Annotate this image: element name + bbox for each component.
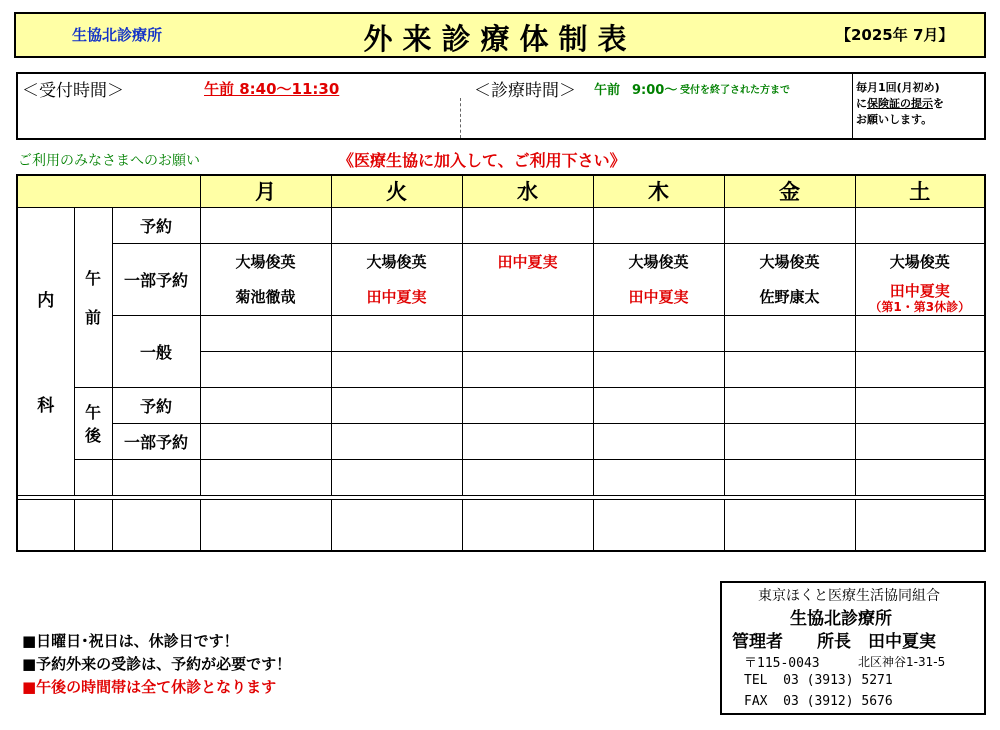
note-afternoon-closed: ■午後の時間帯は全て休診となります (22, 678, 277, 696)
department-label: 内 (37, 291, 55, 311)
schedule-cell (593, 387, 724, 423)
schedule-cell (331, 207, 462, 243)
row-label: 一部予約 (112, 423, 200, 459)
notice-line: お願いします。 (856, 113, 933, 126)
doctor-cell: 田中夏実 (593, 279, 724, 315)
schedule-cell (855, 351, 985, 387)
table-row (17, 315, 985, 351)
department-label: 科 (37, 396, 55, 416)
consultation-am-label: 午前 (594, 83, 621, 98)
schedule-cell (112, 459, 200, 495)
doctor-name: 田中夏実 (889, 281, 950, 300)
schedule-cell (200, 423, 331, 459)
request-heading: ご利用のみなさまへのお願い (18, 153, 200, 169)
doctor-cell (855, 279, 985, 315)
doctor-cell: 大場俊英 (855, 243, 985, 279)
doctor-cell: 大場俊英 (593, 243, 724, 279)
reception-hours-label: ＜受付時間＞ (22, 81, 124, 101)
am-label: 午 (84, 269, 101, 288)
schedule-cell (462, 315, 593, 351)
schedule-cell (855, 207, 985, 243)
schedule-cell (331, 459, 462, 495)
schedule-cell (200, 207, 331, 243)
schedule-cell (855, 315, 985, 351)
table-row (17, 243, 985, 279)
schedule-cell (724, 459, 855, 495)
schedule-cell (855, 423, 985, 459)
schedule-cell (331, 423, 462, 459)
schedule-cell (724, 499, 855, 551)
am-session-cell (74, 207, 112, 387)
doctor-cell: 菊池徹哉 (200, 279, 331, 315)
note-reservation: ■予約外来の受診は、予約が必要です！ (22, 655, 292, 673)
corner-cell (17, 175, 200, 207)
doctor-cell: 大場俊英 (331, 243, 462, 279)
row-label: 予約 (112, 207, 200, 243)
table-row (17, 423, 985, 459)
row-label: 予約 (112, 387, 200, 423)
schedule-cell (17, 499, 74, 551)
schedule-cell (593, 351, 724, 387)
schedule-cell (724, 351, 855, 387)
table-row (17, 207, 985, 243)
day-header: 月 (200, 175, 331, 207)
schedule-cell (200, 499, 331, 551)
page-title: 外来診療体制表 (363, 22, 637, 56)
schedule-table (16, 174, 986, 552)
membership-request: 《医療生協に加入して、ご利用下さい》 (338, 151, 626, 170)
info-divider (852, 74, 853, 138)
period-label: 【2025年 7月】 (836, 26, 954, 44)
schedule-cell (593, 207, 724, 243)
schedule-cell (462, 499, 593, 551)
day-header: 金 (724, 175, 855, 207)
doctor-cell: 大場俊英 (200, 243, 331, 279)
schedule-cell (724, 387, 855, 423)
notice-line (856, 96, 984, 112)
pm-session-cell (74, 387, 112, 459)
department-cell (17, 207, 74, 495)
schedule-cell (724, 315, 855, 351)
schedule-cell (331, 499, 462, 551)
saturday-closure-note: （第1・第3休診） (869, 299, 971, 314)
day-header: 火 (331, 175, 462, 207)
schedule-cell (462, 459, 593, 495)
postal-code: 〒115-0043 (744, 656, 820, 671)
schedule-cell (593, 423, 724, 459)
schedule-cell (331, 351, 462, 387)
row-label: 一部予約 (112, 243, 200, 315)
consultation-hours-value: 9:00～ (632, 83, 678, 98)
schedule-cell (724, 207, 855, 243)
schedule-cell (200, 315, 331, 351)
schedule-cell (462, 207, 593, 243)
street-address: 北区神谷1-31-5 (858, 655, 946, 669)
note-sunday-holiday: ■日曜日･祝日は、休診日です！ (22, 632, 239, 650)
clinic-name-footer: 生協北診療所 (790, 609, 892, 629)
schedule-cell (331, 387, 462, 423)
schedule-cell (74, 459, 112, 495)
manager-line: 管理者 所長 田中夏実 (732, 632, 936, 652)
doctor-cell (462, 279, 593, 315)
cooperative-name: 東京ほくと医療生活協同組合 (758, 588, 940, 604)
schedule-cell (74, 499, 112, 551)
schedule-cell (724, 423, 855, 459)
consultation-hours-note: 受付を終了された方まで (680, 85, 790, 96)
am-label: 前 (84, 308, 101, 327)
notice-text: を (933, 97, 944, 110)
schedule-cell (462, 423, 593, 459)
row-label: 一般 (112, 315, 200, 387)
notice-text: に (856, 97, 867, 110)
doctor-cell: 田中夏実 (331, 279, 462, 315)
day-header: 土 (855, 175, 985, 207)
pm-label: 後 (84, 426, 101, 445)
schedule-cell (112, 499, 200, 551)
schedule-cell (855, 499, 985, 551)
schedule-cell (855, 387, 985, 423)
day-header: 水 (462, 175, 593, 207)
telephone: TEL 03 (3913) 5271 (744, 673, 893, 688)
schedule-cell (200, 459, 331, 495)
reception-hours-value: 午前 8:40～11:30 (204, 80, 340, 98)
insurance-card-notice (856, 80, 984, 128)
notice-line: 毎月1回(月初め) (856, 81, 940, 94)
schedule-cell (331, 315, 462, 351)
doctor-cell: 佐野康太 (724, 279, 855, 315)
clinic-name: 生協北診療所 (72, 26, 163, 44)
table-row (17, 459, 985, 495)
schedule-cell (462, 387, 593, 423)
fax: FAX 03 (3912) 5676 (744, 694, 893, 709)
doctor-cell: 大場俊英 (724, 243, 855, 279)
schedule-cell (200, 387, 331, 423)
table-row (17, 387, 985, 423)
schedule-cell (593, 315, 724, 351)
schedule-cell (855, 459, 985, 495)
schedule-cell (593, 499, 724, 551)
doctor-cell: 田中夏実 (462, 243, 593, 279)
notice-emphasis: 保険証の提示 (867, 97, 933, 110)
schedule-cell (462, 351, 593, 387)
table-row (17, 499, 985, 551)
schedule-cell (200, 351, 331, 387)
info-divider (460, 98, 461, 138)
day-header: 木 (593, 175, 724, 207)
schedule-cell (593, 459, 724, 495)
pm-label: 午 (84, 403, 101, 422)
day-header-row (17, 175, 985, 207)
consultation-hours-label: ＜診療時間＞ (474, 81, 576, 101)
